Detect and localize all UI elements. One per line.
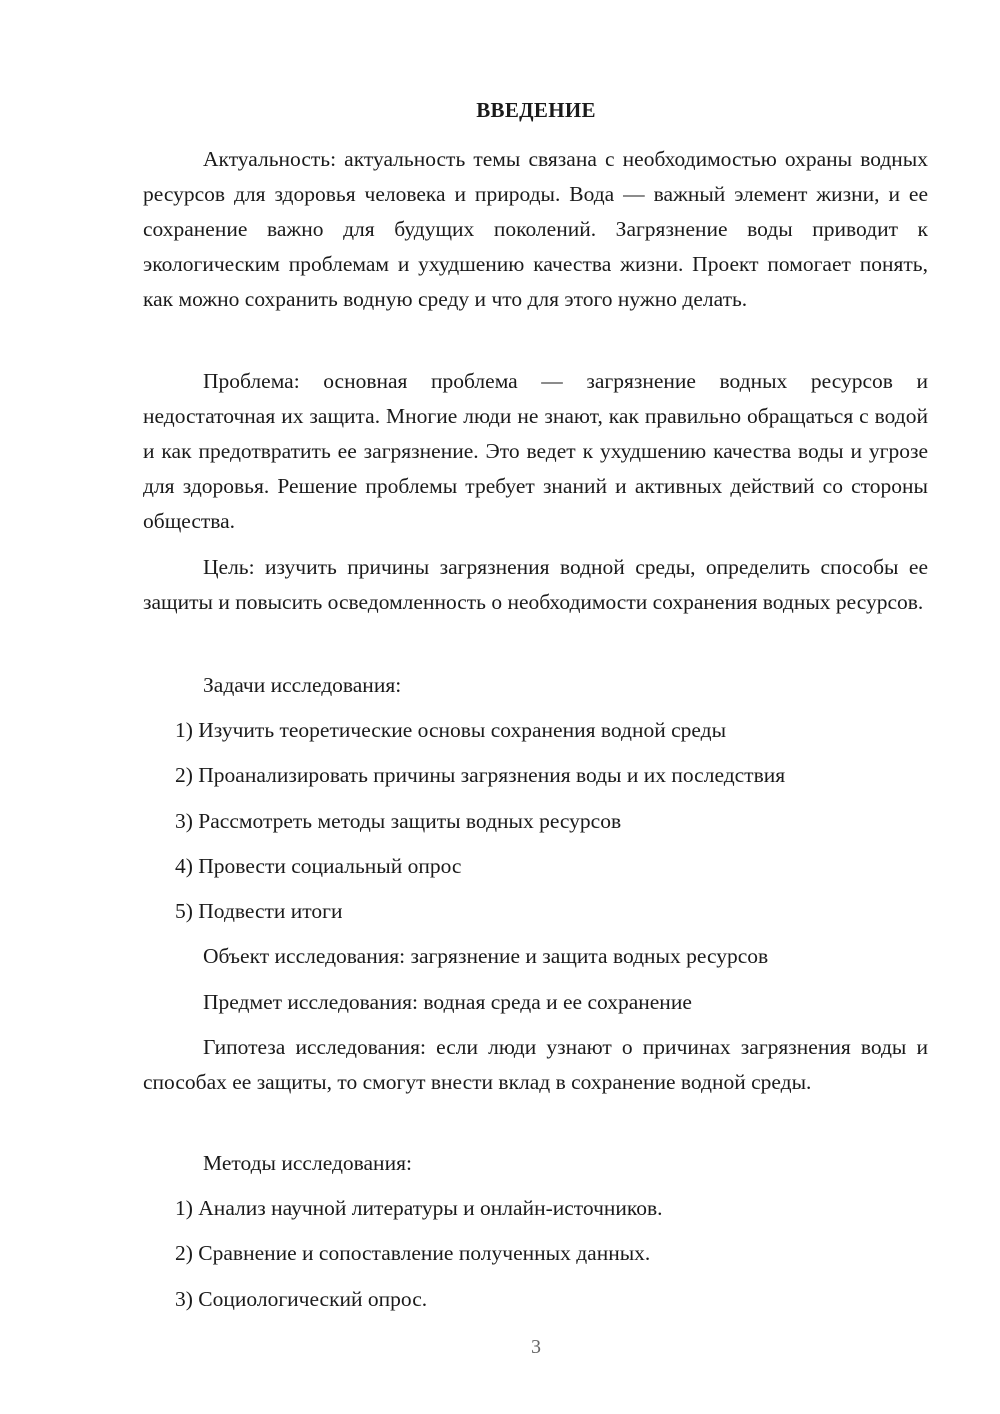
method-item-1: 1) Анализ научной литературы и онлайн-источников. [175, 1196, 663, 1220]
tasks-title: Задачи исследования: [203, 673, 402, 697]
task-item-3: 3) Рассмотреть методы защиты водных ресурсов [175, 809, 622, 833]
task-item-4: 4) Провести социальный опрос [175, 854, 462, 878]
research-subject: Предмет исследования: водная среда и ее сохранение [203, 990, 692, 1014]
task-item-1: 1) Изучить теоретические основы сохранения водной среды [175, 718, 727, 742]
page-number: 3 [531, 1336, 541, 1358]
method-item-2: 2) Сравнение и сопоставление полученных данных. [175, 1241, 651, 1265]
problem-paragraph: Проблема: основная проблема — загрязнение водных ресурсов и недостаточная их защита. Многие люди не знают, как правильно обращаться с водой и как предотвратить ее загрязнение. Это ведет к ухудшению качества воды и угрозе для здоровья. Решение проблемы требует знаний и активных действий со стороны общества. [143, 369, 928, 533]
method-item-3: 3) Социологический опрос. [175, 1287, 428, 1311]
task-item-5: 5) Подвести итоги [175, 899, 343, 923]
research-object: Объект исследования: загрязнение и защита водных ресурсов [203, 944, 769, 968]
relevance-paragraph: Актуальность: актуальность темы связана с необходимостью охраны водных ресурсов для здоровья человека и природы. Вода — важный элемент жизни, и ее сохранение важно для будущих поколений. Загрязнение воды приводит к экологическим проблемам и ухудшению качества жизни. Проект помогает понять, как можно сохранить водную среду и что для этого нужно делать. [143, 147, 928, 311]
methods-title: Методы исследования: [203, 1151, 412, 1175]
hypothesis-paragraph: Гипотеза исследования: если люди узнают о причинах загрязнения воды и способах ее защиты, то смогут внести вклад в сохранение водной среды. [143, 1035, 928, 1094]
page-title: ВВЕДЕНИЕ [476, 98, 596, 122]
goal-paragraph: Цель: изучить причины загрязнения водной среды, определить способы ее защиты и повысить осведомленность о необходимости сохранения водных ресурсов. [143, 555, 928, 614]
task-item-2: 2) Проанализировать причины загрязнения воды и их последствия [175, 763, 786, 787]
